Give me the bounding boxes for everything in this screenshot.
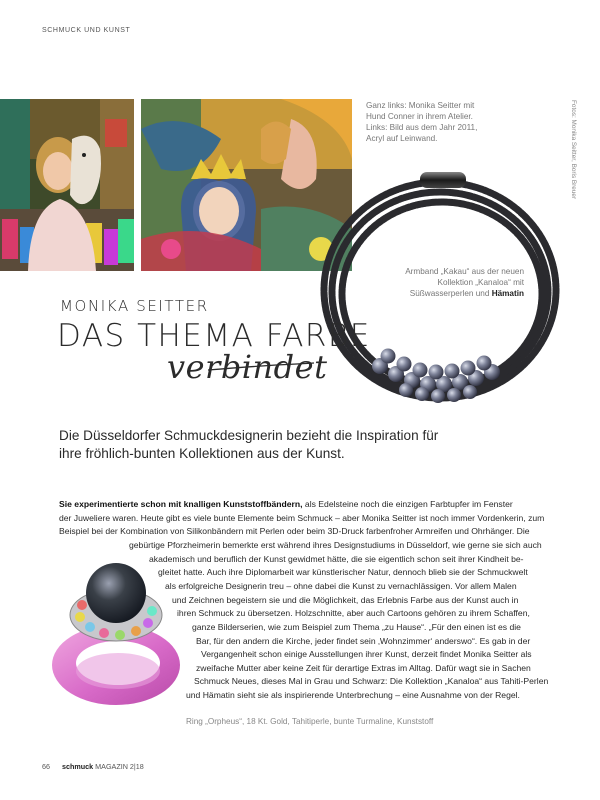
- bracelet-caption-line: Süßwasserperlen und: [409, 289, 492, 298]
- script-underline: [206, 361, 316, 373]
- bracelet-caption-line: [394, 288, 524, 299]
- body-lead-rest: als Edelsteine noch die einzigen Farbtupfer im Fenster: [302, 499, 513, 509]
- body-line: Schmuck Neues, dieses Mal in Grau und Schwarz: Die Kollektion „Kanaloa“ aus Tahiti-Perlen: [194, 676, 549, 686]
- body-line: Vergangenheit schon einige Ausstellungen ihrer Kunst, derzeit findet Monika Seitter als: [201, 649, 532, 659]
- bracelet-caption-line: Armband „Kakau“ aus der neuen: [405, 267, 524, 276]
- body-line: gleitet hatte. Auch ihre Diplomarbeit war künstlerischer Natur, dennoch blieb sie der Schmuckwelt: [158, 567, 528, 577]
- body-line: Beispiel bei der Kombination von Silikonbändern mit Perlen oder beim 3D-Druck farbenfroher Armreifen und Ohrhänger. Die: [59, 526, 530, 536]
- body-line: ganze Bilderserien, wie zum Beispiel zum Thema „zu Hause“. „Für den einen ist es die: [192, 622, 521, 632]
- photo-credit: Fotos: Monika Seitter, Boris Breuer: [570, 100, 577, 200]
- page-number: 66: [42, 762, 50, 771]
- body-line: [59, 498, 513, 512]
- artist-name: MONIKA SEITTER: [60, 297, 209, 315]
- magazine-brand: schmuck: [62, 762, 94, 771]
- body-line: Bar, für den andern die Kirche, jeder findet sein ‚Wohnzimmer‘ anderswo“. Es gab in der: [196, 636, 531, 646]
- magazine-issue: MAGAZIN 2|18: [93, 762, 144, 771]
- body-line: der Juweliere waren. Heute gibt es viele bunte Elemente beim Schmuck – aber Monika Seitter ist noch immer Vordenkerin, zum: [59, 513, 545, 523]
- photo-caption: [366, 100, 477, 144]
- body-line: ihren Schmuck zu übersetzen. Holzschnitte, aber auch Cartoons gehören zu ihrem Schaffen,: [177, 608, 530, 618]
- lead-paragraph: Die Düsseldorfer Schmuckdesignerin bezieht die Inspiration für ihre fröhlich-bunten Kollektionen aus der Kunst.: [59, 428, 439, 461]
- photo-caption-line: Acryl auf Leinwand.: [366, 134, 438, 143]
- body-line: akademisch und beruflich der Kunst gewidmet hätte, die sie eigentlich schon seit ihrer Kindheit be-: [149, 554, 524, 564]
- photo-caption-line: Links: Bild aus dem Jahr 2011,: [366, 123, 478, 132]
- body-lead-in: Sie experimentierte schon mit knalligen Kunststoffbändern,: [59, 499, 303, 509]
- ring-caption: Ring „Orpheus“, 18 Kt. Gold, Tahitiperle, bunte Turmaline, Kunststoff: [186, 717, 434, 726]
- bracelet-caption-bold: Hämatin: [491, 289, 524, 298]
- bracelet-caption-line: Kollektion „Kanaloa“ mit: [437, 278, 524, 287]
- body-line: und Zeichnen begeistern sie und die Möglichkeit, das Erlebnis Farbe aus der Kunst auch in: [172, 595, 519, 605]
- bracelet-caption: [394, 266, 524, 299]
- body-line: zweifache Mutter aber keine Zeit für derartige Extras im Alltag. Dafür wagt sie in Sachen: [196, 663, 531, 673]
- title-script: verbindet: [167, 348, 328, 386]
- article-title: DAS THEMA FARBE: [57, 318, 371, 354]
- photo-caption-line: Hund Conner in ihrem Atelier.: [366, 112, 473, 121]
- body-line: als erfolgreiche Designerin treu – ohne dabei die Kunst zu vernachlässigen. Vor allem Malen: [165, 581, 517, 591]
- photo-caption-line: Ganz links: Monika Seitter mit: [366, 101, 475, 110]
- body-line: und Hämatin sieht sie als inspirierende Unterbrechung – eine Ausnahme von der Regel.: [186, 690, 520, 700]
- artist-photo: [0, 99, 134, 271]
- body-line: gebürtige Pforzheimerin bemerkte erst während ihres Designstudiums in Düsseldorf, wie gerne sie sich auch: [129, 540, 542, 550]
- page-footer: [42, 762, 144, 771]
- section-label: SCHMUCK UND KUNST: [42, 27, 131, 34]
